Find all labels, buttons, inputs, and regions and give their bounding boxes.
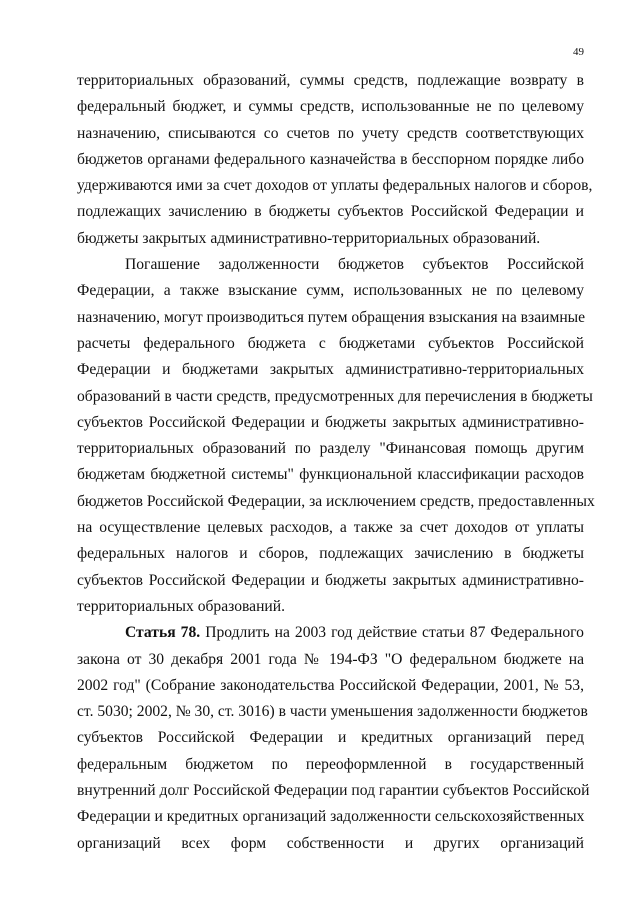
paragraph-2 xyxy=(77,252,595,620)
text-line: организаций всех форм собственности и других организаций xyxy=(77,834,584,852)
text-line: расчеты федерального бюджета с бюджетами субъектов Российской xyxy=(77,334,584,352)
text-line: территориальных образований, суммы средств, подлежащие возврату в xyxy=(77,72,584,89)
text-line: закона от 30 декабря 2001 года № 194-ФЗ "О федеральном бюджете на xyxy=(77,650,584,668)
text-line: назначению, могут производиться путем обращения взыскания на взаимные xyxy=(77,308,586,326)
text-line: Федерации и кредитных организаций задолженности сельскохозяйственных xyxy=(77,808,585,826)
text-line: федеральный бюджет, и суммы средств, использованные не по целевому xyxy=(77,98,584,116)
article-first-line: Продлить на 2003 год действие статьи 87 Федерального xyxy=(200,624,584,642)
page-number: 49 xyxy=(573,46,584,58)
text-line: Погашение задолженности бюджетов субъектов Российской xyxy=(125,256,584,274)
text-line: ст. 5030; 2002, № 30, ст. 3016) в части уменьшения задолженности бюджетов xyxy=(77,703,588,721)
text-line: федеральным бюджетом по переоформленной в государственный xyxy=(77,755,584,773)
document-body xyxy=(77,68,595,857)
text-line: образований в части средств, предусмотренных для перечисления в бюджеты xyxy=(77,387,593,405)
text-line: территориальных образований. xyxy=(77,597,286,615)
text-line: на осуществление целевых расходов, а также за счет доходов от уплаты xyxy=(77,519,584,537)
text-line: федеральных налогов и сборов, подлежащих зачислению в бюджеты xyxy=(77,545,584,563)
article-label: Статья 78. xyxy=(125,624,201,642)
text-line: бюджетов Российской Федерации, за исключением средств, предоставленных xyxy=(77,492,595,510)
paragraph-1 xyxy=(77,68,593,252)
text-line: субъектов Российской Федерации и кредитных организаций перед xyxy=(77,729,584,747)
text-line: территориальных образований по разделу "Финансовая помощь другим xyxy=(77,440,584,458)
text-line: субъектов Российской Федерации и бюджеты закрытых административно- xyxy=(77,571,584,589)
text-line: подлежащих зачислению в бюджеты субъектов Российской Федерации и xyxy=(77,203,584,221)
paragraph-article-78 xyxy=(77,620,590,857)
text-line: Федерации и бюджетами закрытых административно-территориальных xyxy=(77,361,584,379)
text-line xyxy=(77,620,584,646)
text-line: назначению, списываются со счетов по учету средств соответствующих xyxy=(77,124,584,142)
text-line: бюджетам бюджетной системы" функциональной классификации расходов xyxy=(77,466,584,484)
text-line: бюджетов органами федерального казначейства в бесспорном порядке либо xyxy=(77,150,584,168)
text-line: субъектов Российской Федерации и бюджеты закрытых административно- xyxy=(77,413,584,431)
text-line: 2002 год" (Собрание законодательства Российской Федерации, 2001, № 53, xyxy=(77,676,584,694)
text-line: внутренний долг Российской Федерации под гарантии субъектов Российской xyxy=(77,782,590,800)
text-line: бюджеты закрытых административно-территориальных образований. xyxy=(77,229,541,247)
text-line: удерживаются ими за счет доходов от уплаты федеральных налогов и сборов, xyxy=(77,177,593,195)
text-line: Федерации, а также взыскание сумм, использованных не по целевому xyxy=(77,282,584,300)
